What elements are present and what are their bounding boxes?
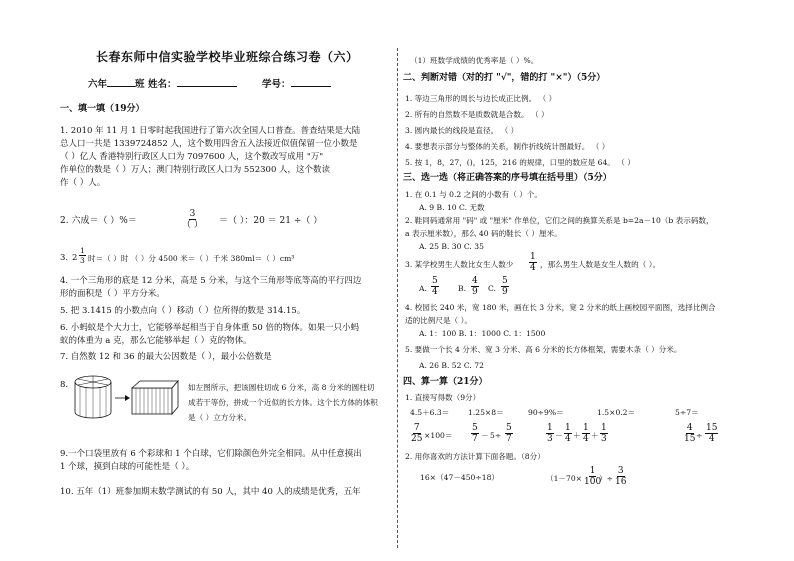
q3-whole: 2: [72, 253, 78, 263]
expression-2-mid: ）÷: [599, 474, 613, 483]
q8-line: 如左图所示，把该圆柱切成 6 分米，高 8 分米的圆柱切: [188, 383, 375, 392]
q4-line: 4. 一个三角形的底是 12 分米，高是 5 分米，与这个三角形等底等高的平行四边: [60, 276, 362, 286]
q9-line: 1 个球，摸到白球的可能性是（ ）。: [60, 462, 195, 472]
choice-5-options: A. 26 B. 52 C. 72: [419, 361, 484, 370]
choice-1-question: 1. 在 0.1 与 0.2 之间的小数有（ ）个。: [405, 190, 543, 199]
section-3-heading: 三、选一选（将正确答案的序号填在括号里）（5分）: [403, 173, 612, 183]
mental-calc-fraction: $\frac{1}{3}$: [547, 423, 553, 444]
choice-3-option-a-fraction: $\frac{5}{4}$: [432, 276, 438, 297]
choice-3-option-b: B.: [458, 284, 466, 293]
q6-line: 6. 小蚂蚁是个大力士，它能够举起相当于自身体重 50 倍的物体。如果一只小蚂: [60, 323, 360, 333]
q3-fraction: $\frac{1}{3}$: [80, 246, 85, 265]
mental-calc-operator: ÷: [696, 431, 703, 440]
choice-2-question: 2. 鞋同码通常用 "码" 或 "厘米" 作单位，它们之间的换算关系是 b=2a－10（b 表示码数，: [405, 216, 714, 225]
choice-3-option-c-fraction: $\frac{5}{9}$: [502, 276, 508, 297]
q2-fraction: 3 （ ）: [182, 209, 203, 230]
choice-4-question: 4. 校园长 240 米，宽 180 米，画在长 3 分米，宽 2 分米的纸上画校园平面图，选择比例合: [405, 303, 716, 312]
class-field: 六年 班: [88, 79, 145, 90]
mental-calc-operator: ＋: [591, 431, 599, 440]
mental-calc-fraction: $\frac{4}{15}$: [684, 423, 696, 444]
expression-2-fraction: $\frac{3}{16}$: [615, 466, 627, 487]
mental-calc-fraction: $\frac{5}{7}$: [472, 423, 478, 444]
choice-3-option-c: C.: [488, 284, 496, 293]
q1-line: 1. 2010 年 11 月 1 日零时起我国进行了第六次全国人口普查。普查结果是大陆: [60, 126, 361, 136]
choice-2-options: A. 25 B. 30 C. 35: [419, 242, 484, 251]
section-4-heading: 四、算一算（21分）: [403, 377, 488, 387]
mental-calc-fraction: $\frac{1}{4}$: [583, 423, 589, 444]
page-title: 长春东师中信实验学校毕业班综合练习卷（六）: [96, 50, 359, 64]
expression-2-fraction: $\frac{1}{100}$: [584, 466, 602, 487]
name-field: 姓名：: [148, 79, 237, 90]
q9-line: 9.一个口袋里放有 6 个彩球和 1 个白球，它们除颜色外完全相同。从中任意摸出: [60, 449, 362, 459]
q7-line: 7. 自然数 12 和 36 的最大公因数是（ ），最小公倍数是: [60, 352, 272, 362]
q1-line: （ ）亿人 香港特别行政区人口为 7097600 人，这个数改写成用 "万": [60, 152, 324, 162]
mental-calc-operator: ＋: [573, 431, 581, 440]
mental-calc-fraction: $\frac{15}{4}$: [706, 423, 718, 444]
q8-number: 8.: [60, 380, 69, 390]
mental-calc-item: 1.25×8＝: [468, 408, 504, 417]
q4-line: 形的面积是（ ）平方分米。: [60, 289, 165, 299]
mental-calc-operator: －: [555, 431, 563, 440]
choice-2-question: a 表示厘米数），那么 40 码的鞋长（ ）厘米。: [405, 229, 562, 238]
column-divider: [397, 48, 398, 548]
q2-tail: ＝（ ）：20 ＝ 21 ÷（ ）: [219, 216, 323, 226]
q3-number: 3.: [60, 253, 69, 263]
judge-item: 3. 圆内最长的线段是直径。 （ ）: [405, 126, 519, 135]
choice-4-options: A. 1：100 B. 1：1000 C. 1：1500: [419, 329, 546, 338]
choice-3-option-a: A.: [419, 284, 427, 293]
choice-5-question: 5. 要做一个长 4 分米、宽 3 分米、高 6 分米的长方体框架，需要木条（ ）分米。: [405, 345, 682, 354]
mental-calc-operator: －: [481, 431, 489, 440]
cylinder-cut-figure: [70, 374, 180, 420]
expression-1: 16×（47－450÷18）: [420, 473, 499, 482]
judge-item: 2. 所有的自然数不是质数就是合数。 （ ）: [405, 110, 549, 119]
q3-text: 时＝（ ）时 （ ）分 4500 米＝（ ）千米 380ml＝（ ）cm³: [88, 254, 295, 263]
mental-calc-fraction: $\frac{1}{3}$: [601, 423, 607, 444]
q8-line: 成若干等份，拼成一个近似的长方体。这个长方体的体积: [188, 398, 378, 407]
mental-calc-fraction: $\frac{7}{25}$: [411, 423, 423, 444]
q10-line: 10. 五年（1）班参加期末数学测试的有 50 人，其中 40 人的成绩是优秀，五年: [60, 487, 361, 497]
mental-calc-fraction: $\frac{5}{7}$: [506, 423, 512, 444]
judge-item: 1. 等边三角形的周长与边长成正比例。 （ ）: [405, 94, 557, 103]
section-1-heading: 一、填一填（19分）: [60, 104, 145, 114]
q5-line: 5. 把 3.1415 的小数点向（ ）移动（ ）位所得的数是 314.15。: [60, 306, 306, 316]
q10-continued: （1）班数学成绩的优秀率是（ ）%。: [410, 56, 539, 65]
mental-calc-fraction: $\frac{1}{4}$: [565, 423, 571, 444]
q6-line: 蚁的体重为 a 克，那么它能够举起（ ）克的物体。: [60, 336, 252, 346]
mental-calc-item: 90÷9%＝: [528, 408, 564, 417]
q1-line: 作单位的数是（ ）万人；澳门特别行政区人口为 552300 人，这个数读: [60, 165, 331, 175]
judge-item: 5. 按 1，8，27，()，125，216 的规律，口里的数应是 64。 （ ）: [405, 158, 635, 167]
choice-3-fraction: $\frac{1}{4}$: [530, 252, 536, 273]
q1-line: 作（ ）人。: [60, 178, 106, 188]
section-2-heading: 二、判断对错（对的打 "√"，错的打 "×"）（5分）: [403, 73, 606, 83]
calc-2-heading: 2. 用你喜欢的方法计算下面各题。（8分）: [405, 452, 545, 461]
q1-line: 总人口一共是 1339724852 人，这个数用四舍五入法接近似值保留一位小数是: [60, 139, 358, 149]
judge-item: 4. 要想表示部分与整体的关系，制作折线统计图最好。 （ ）: [405, 142, 610, 151]
mental-calc-item: ×100＝: [424, 431, 453, 440]
number-field: 学号：: [262, 79, 331, 90]
expression-2-lead: （1－70×: [546, 474, 583, 483]
mental-calc-item: 5÷7＝: [675, 408, 699, 417]
mental-calc-item: 5÷: [490, 431, 502, 440]
q2-lead: 2. 六成＝（ ）%＝: [60, 216, 137, 226]
choice-4-question: 适的比例尺是（ ）。: [405, 316, 472, 325]
choice-1-options: A. 9 B. 10 C. 无数: [419, 203, 485, 212]
choice-3-tail: ，那么男生人数是女生人数的（ ）。: [540, 260, 661, 269]
mental-calc-item: 4.5＋6.3＝: [410, 408, 450, 417]
mental-calc-item: 1.5×0.2＝: [597, 408, 636, 417]
calc-1-heading: 1. 直接写得数（9分）: [405, 393, 481, 402]
q8-line: 是（ ）立方分米。: [188, 413, 252, 422]
choice-3-option-b-fraction: $\frac{4}{9}$: [472, 276, 478, 297]
choice-3-lead: 3. 某学校男生人数比女生人数少: [405, 260, 514, 269]
